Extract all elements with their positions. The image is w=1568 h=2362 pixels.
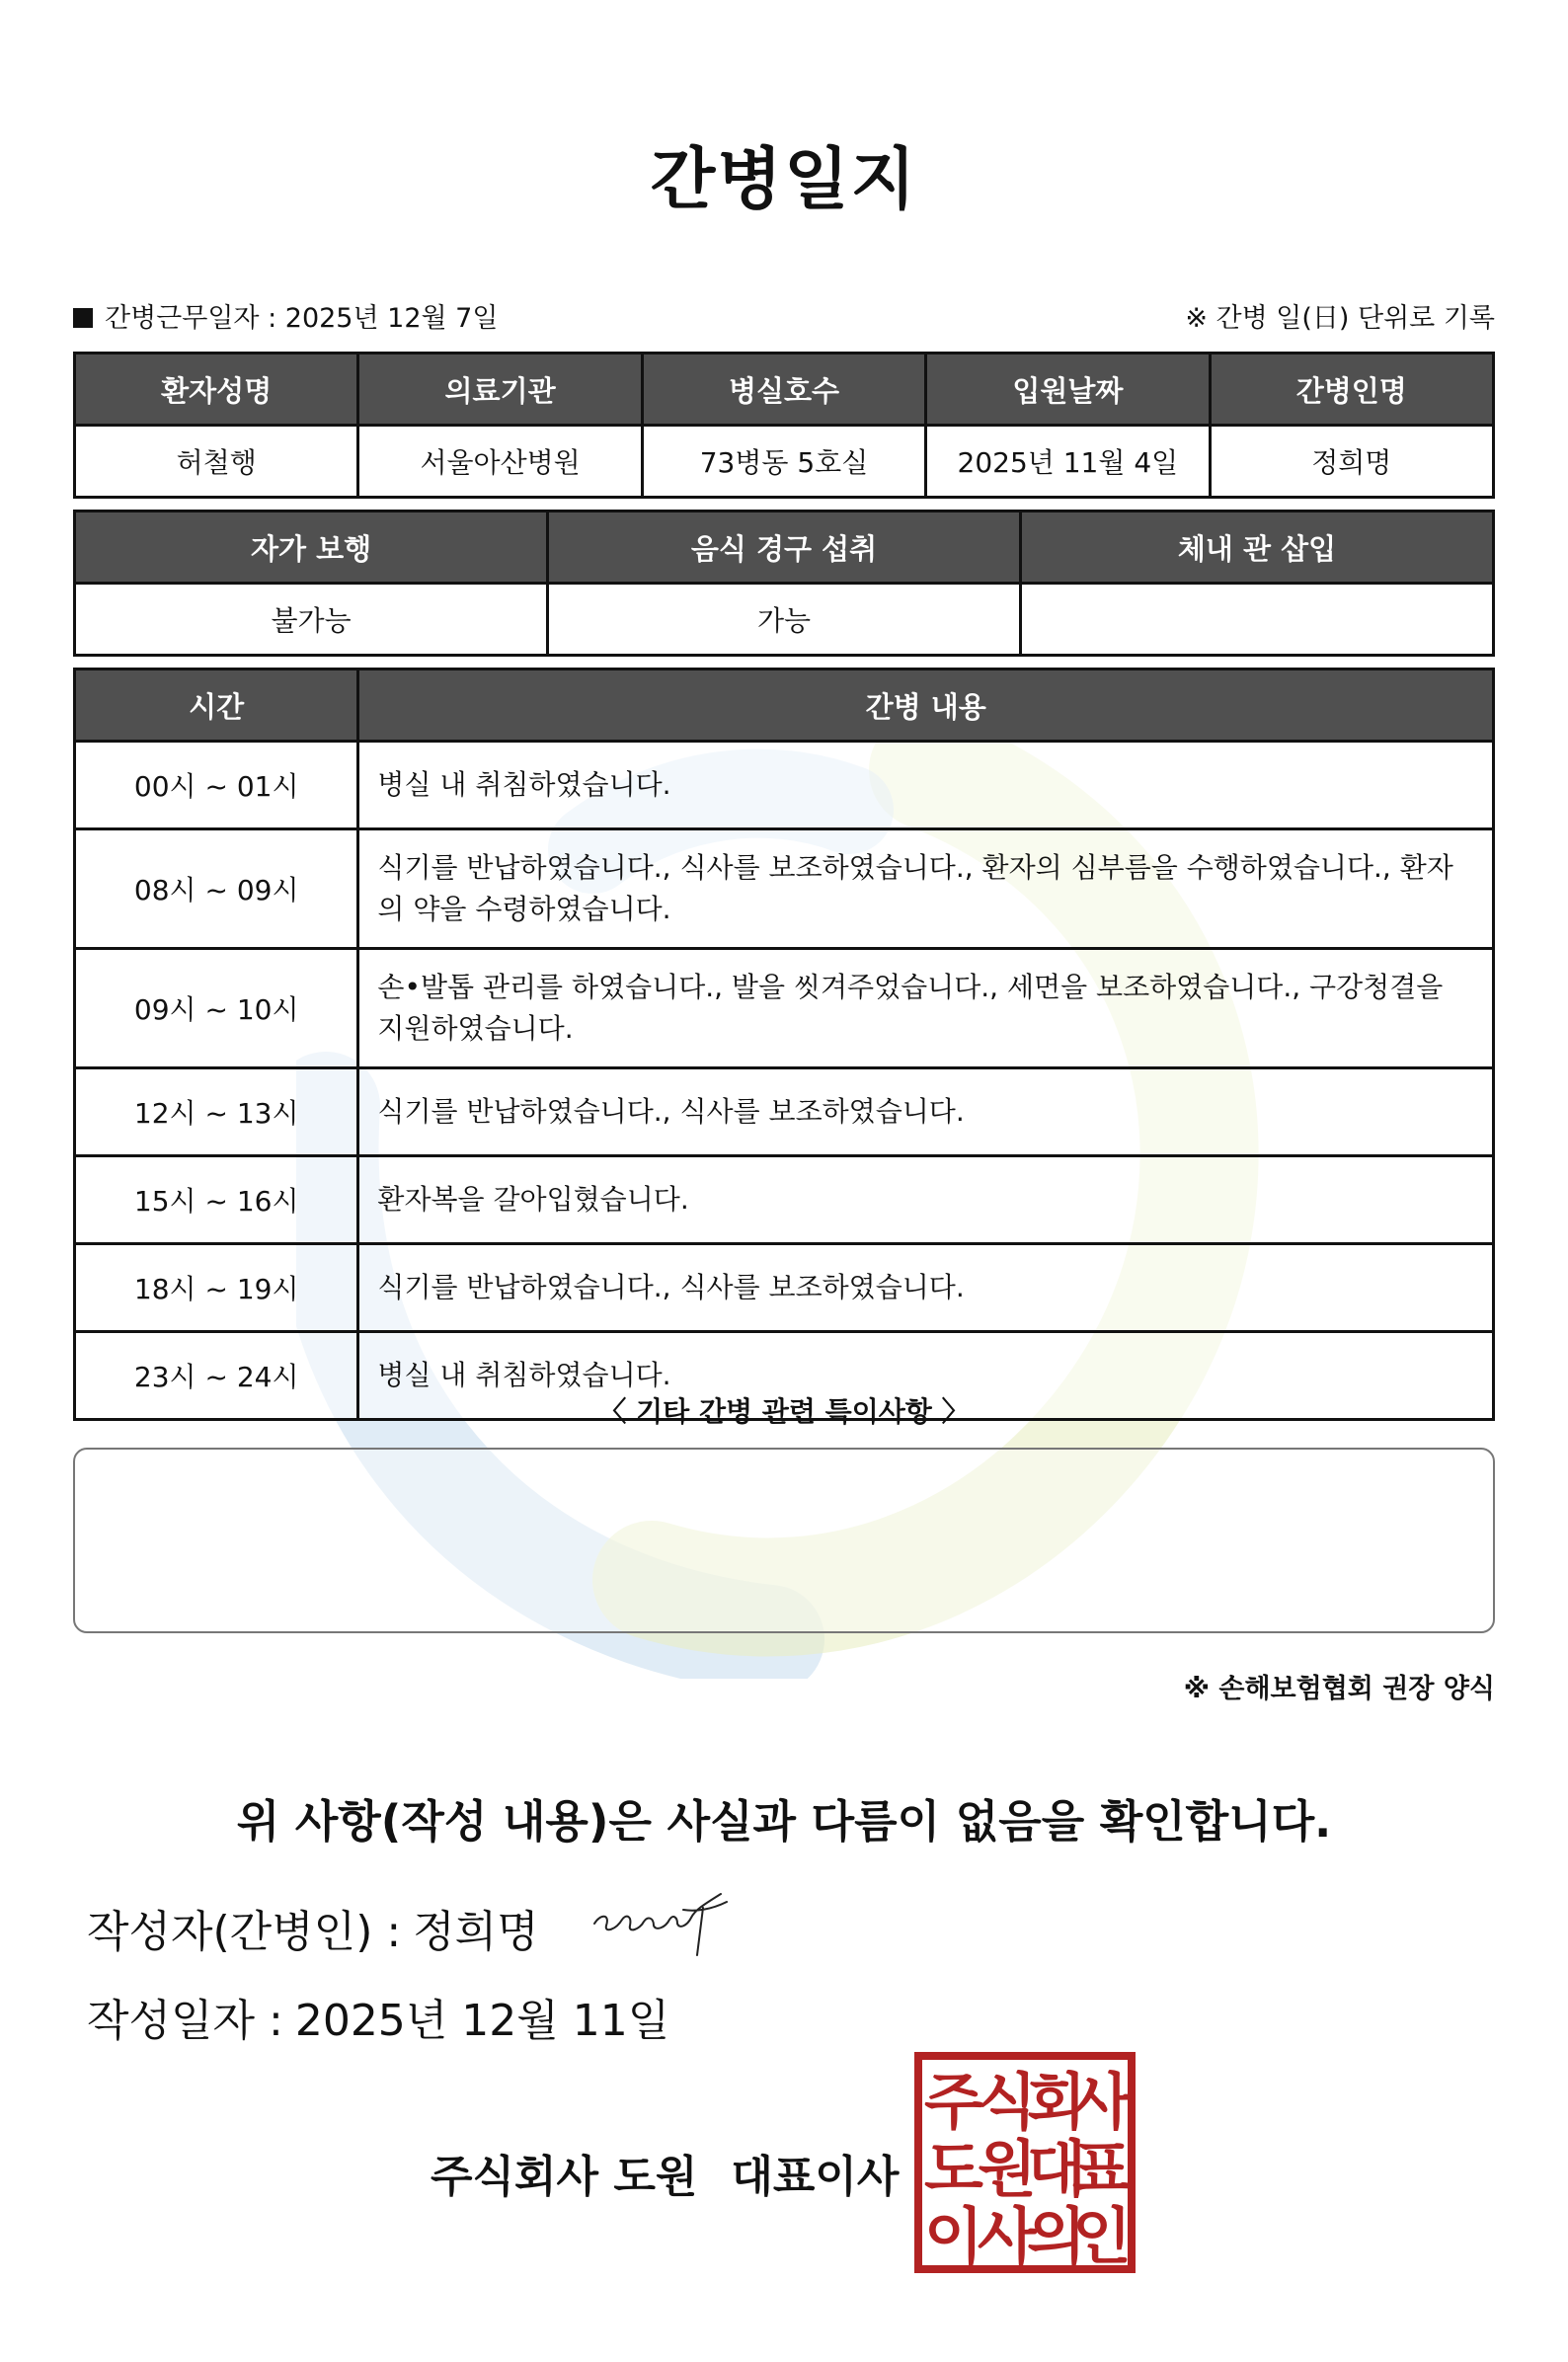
patient-info-header-row — [75, 354, 1494, 426]
company-seal-stamp — [914, 2052, 1136, 2273]
header-hospital: 의료기관 — [358, 354, 642, 426]
log-content: 식기를 반납하였습니다., 식사를 보조하였습니다. — [358, 1068, 1494, 1156]
company-name: 주식회사 도원 — [431, 2152, 698, 2202]
table-row — [75, 742, 1494, 829]
writer-name: 정희명 — [413, 1907, 539, 1957]
header-patient-name: 환자성명 — [75, 354, 358, 426]
writer-label: 작성자(간병인) : — [87, 1907, 402, 1957]
work-date-value: 2025년 12월 7일 — [284, 303, 499, 334]
svg-text:식: 식 — [978, 2066, 1037, 2138]
patient-name: 허철행 — [75, 426, 358, 498]
svg-text:회: 회 — [1027, 2066, 1086, 2138]
log-content: 병실 내 취침하였습니다. — [358, 742, 1494, 829]
log-time: 08시 ~ 09시 — [75, 829, 358, 949]
svg-text:표: 표 — [1072, 2133, 1132, 2205]
log-content: 손•발톱 관리를 하였습니다., 발을 씻겨주었습니다., 세면을 보조하였습니다., 구강청결을 지원하였습니다. — [358, 949, 1494, 1068]
log-content: 식기를 반납하였습니다., 식사를 보조하였습니다., 환자의 심부름을 수행하였습니다., 환자의 약을 수령하였습니다. — [358, 829, 1494, 949]
svg-text:인: 인 — [1072, 2200, 1132, 2272]
work-date-label: 간병근무일자 : — [105, 303, 277, 334]
header-caregiver-name: 간병인명 — [1210, 354, 1493, 426]
svg-text:사: 사 — [978, 2200, 1037, 2272]
log-content: 식기를 반납하였습니다., 식사를 보조하였습니다. — [358, 1244, 1494, 1332]
company-signature-line — [431, 2141, 899, 2204]
log-time: 15시 ~ 16시 — [75, 1156, 358, 1244]
log-content: 환자복을 갈아입혔습니다. — [358, 1156, 1494, 1244]
status-header-row — [75, 512, 1494, 584]
log-time: 00시 ~ 01시 — [75, 742, 358, 829]
written-date-label: 작성일자 : — [87, 1996, 283, 2046]
log-time: 09시 ~ 10시 — [75, 949, 358, 1068]
caregiver-name: 정희명 — [1210, 426, 1493, 498]
table-row — [75, 1156, 1494, 1244]
table-row — [75, 1068, 1494, 1156]
written-date-value: 2025년 12월 11일 — [294, 1996, 670, 2046]
header-admission-date: 입원날짜 — [926, 354, 1210, 426]
log-time: 12시 ~ 13시 — [75, 1068, 358, 1156]
patient-status-table — [73, 510, 1495, 657]
special-notes-heading: 〈 기타 간병 관련 특이사항 〉 — [598, 1395, 970, 1428]
document-title: 간병일지 — [650, 141, 918, 219]
record-unit-note: ※ 간병 일(日) 단위로 기록 — [1185, 303, 1495, 334]
room-number: 73병동 5호실 — [642, 426, 925, 498]
status-value-row — [75, 584, 1494, 656]
tube-insertion-value — [1021, 584, 1494, 656]
table-row — [75, 1244, 1494, 1332]
log-time: 23시 ~ 24시 — [75, 1332, 358, 1420]
svg-text:주: 주 — [924, 2066, 983, 2138]
header-care-content: 간병 내용 — [358, 669, 1494, 742]
handwritten-signature — [587, 1880, 745, 1959]
written-date-line — [87, 1985, 669, 2048]
oral-intake-value: 가능 — [548, 584, 1021, 656]
confirmation-statement: 위 사항(작성 내용)은 사실과 다름이 없음을 확인합니다. — [236, 1795, 1332, 1848]
patient-info-table — [73, 352, 1495, 499]
work-date-line — [73, 296, 498, 335]
svg-text:이: 이 — [924, 2200, 983, 2272]
header-tube-insertion: 체내 관 삽입 — [1021, 512, 1494, 584]
log-content: 병실 내 취침하였습니다. — [358, 1332, 1494, 1420]
table-row — [75, 829, 1494, 949]
svg-text:의: 의 — [1027, 2200, 1086, 2272]
log-time: 18시 ~ 19시 — [75, 1244, 358, 1332]
hospital-name: 서울아산병원 — [358, 426, 642, 498]
header-self-walking: 자가 보행 — [75, 512, 548, 584]
admission-date: 2025년 11월 4일 — [926, 426, 1210, 498]
header-time: 시간 — [75, 669, 358, 742]
care-log-table — [73, 668, 1495, 1421]
table-row — [75, 949, 1494, 1068]
square-bullet-icon — [73, 308, 93, 328]
self-walking-value: 불가능 — [75, 584, 548, 656]
care-log-header-row — [75, 669, 1494, 742]
svg-text:원: 원 — [978, 2133, 1037, 2205]
svg-text:도: 도 — [924, 2133, 983, 2205]
svg-text:대: 대 — [1027, 2133, 1086, 2205]
special-notes-box — [73, 1448, 1495, 1633]
patient-info-value-row — [75, 426, 1494, 498]
recommended-form-note: ※ 손해보험협회 권장 양식 — [1183, 1674, 1495, 1704]
header-oral-intake: 음식 경구 섭취 — [548, 512, 1021, 584]
svg-text:사: 사 — [1072, 2066, 1132, 2138]
representative-title: 대표이사 — [731, 2152, 900, 2202]
header-room: 병실호수 — [642, 354, 925, 426]
writer-line — [87, 1896, 539, 1959]
